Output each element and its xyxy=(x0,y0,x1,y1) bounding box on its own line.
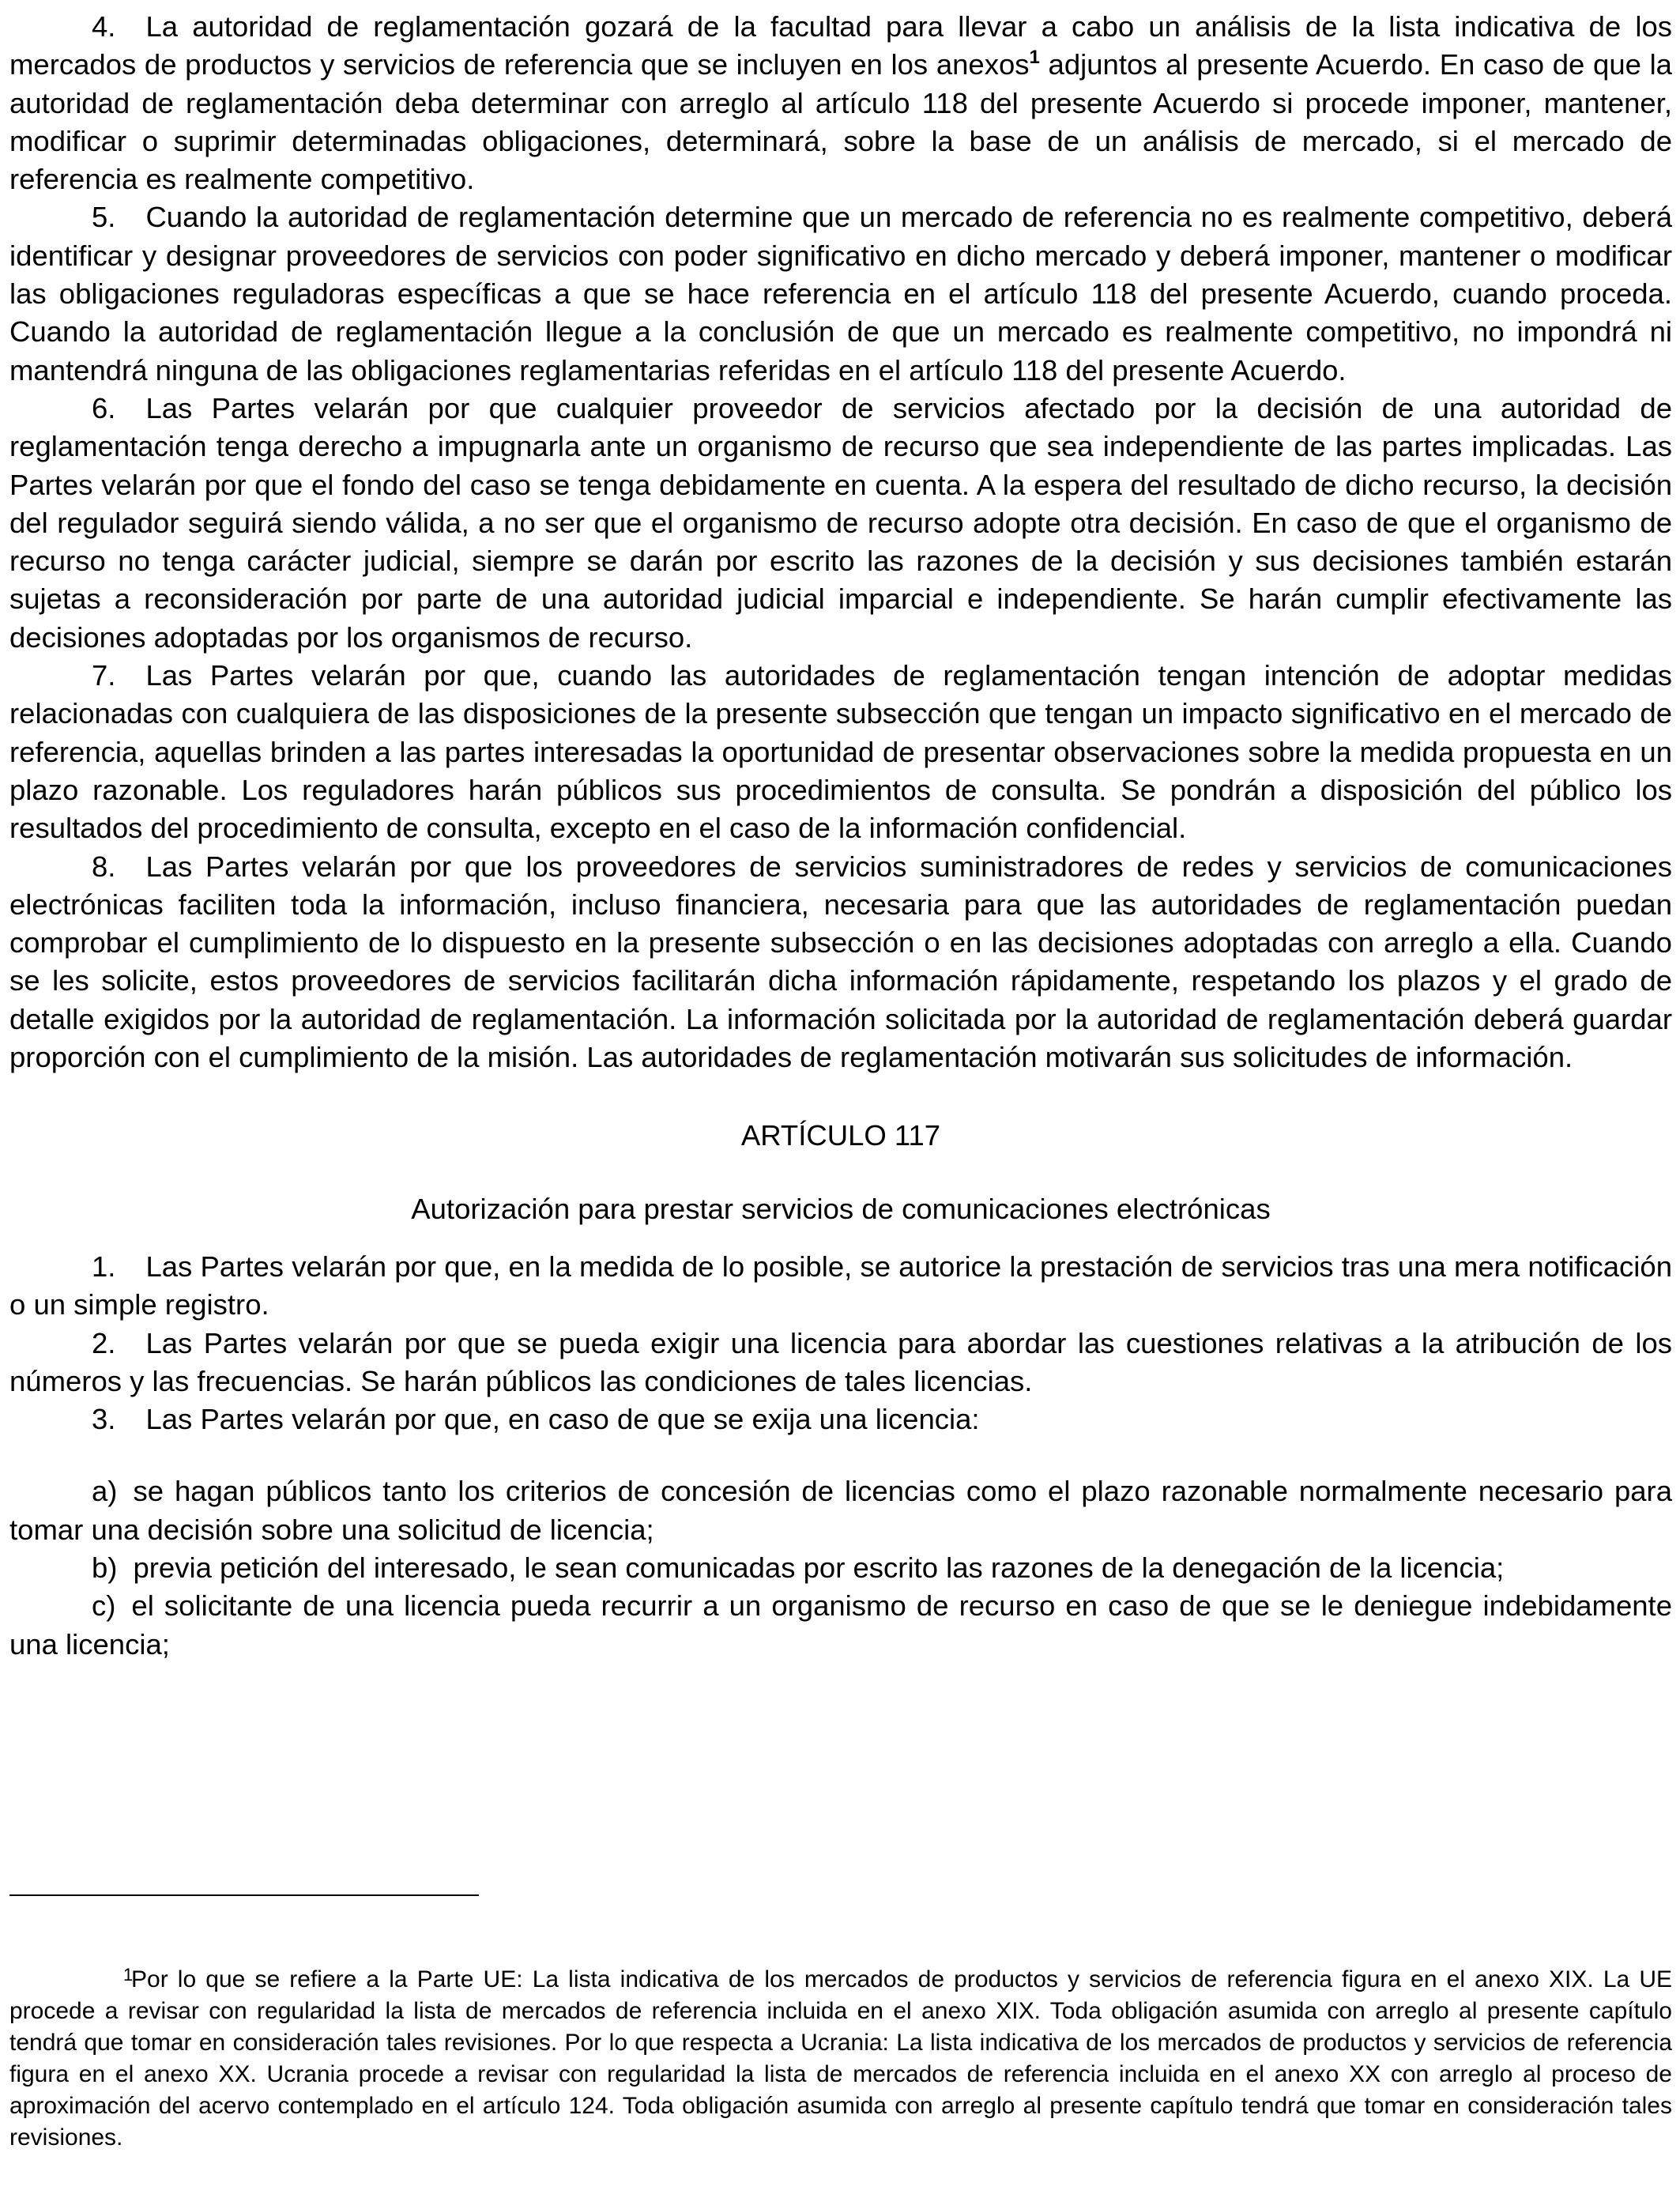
footnotes-section xyxy=(9,1964,1672,2154)
list-item-c xyxy=(9,1587,1672,1664)
item-letter: a) xyxy=(92,1475,118,1508)
footnote-reference[interactable]: 1 xyxy=(1029,47,1040,69)
article-paragraph-1 xyxy=(9,1248,1672,1325)
paragraph-number: 1. xyxy=(92,1250,116,1283)
footnote-1: 1Por lo que se refiere a la Parte UE: La lista indicativa de los mercados de productos y servicios de referencia figura en el anexo XIX. La UE procede a revisar con regularidad la lista de mercados de referencia incluida en el anexo XIX. Toda obligación asumida con arreglo al presente capítulo tendrá que tomar en consideración tales revisiones. Por lo que respecta a Ucrania: La lista indicativa de los mercados de productos y servicios de referencia figura en el anexo XX. Ucrania procede a revisar con regularidad la lista de mercados de referencia incluida en el anexo XX con arreglo al proceso de aproximación del acervo contemplado en el artículo 124. Toda obligación asumida con arreglo al presente capítulo tendrá que tomar en consideración tales revisiones. xyxy=(9,1965,1672,2151)
paragraph-5 xyxy=(9,198,1672,389)
footnote-text: Por lo que se refiere a la Parte UE: La lista indicativa de los mercados de productos y servicios de referencia figura en el anexo XIX. La UE procede a revisar con regularidad la lista de mercados de referencia incluida en el anexo XIX. Toda obligación asumida con arreglo al presente capítulo tendrá que tomar en consideración tales revisiones. Por lo que respecta a Ucrania: La lista indicativa de los mercados de productos y servicios de referencia figura en el anexo XX. Ucrania procede a revisar con regularidad la lista de mercados de referencia incluida en el anexo XX con arreglo al proceso de aproximación del acervo contemplado en el artículo 124. Toda obligación asumida con arreglo al presente capítulo tendrá que tomar en consideración tales revisiones. xyxy=(9,1966,1672,2151)
paragraph-text: Las Partes velarán por que cualquier proveedor de servicios afectado por la decisión de una autoridad de reglamentación tenga derecho a impugnarla ante un organismo de recurso que sea independiente de las partes implicadas. Las Partes velarán por que el fondo del caso se tenga debidamente en cuenta. A la espera del resultado de dicho recurso, la decisión del regulador seguirá siendo válida, a no ser que el organismo de recurso adopte otra decisión. En caso de que el organismo de recurso no tenga carácter judicial, siempre se darán por escrito las razones de la decisión y sus decisiones también estarán sujetas a reconsideración por parte de una autoridad judicial imparcial e independiente. Se harán cumplir efectivamente las decisiones adoptadas por los organismos de recurso. xyxy=(9,391,1672,654)
list-item-b xyxy=(9,1549,1672,1587)
article-paragraph-2 xyxy=(9,1325,1672,1401)
paragraph-number: 7. xyxy=(92,659,116,692)
paragraph-number: 2. xyxy=(92,1326,116,1359)
item-letter: b) xyxy=(92,1551,118,1584)
paragraph-6 xyxy=(9,390,1672,657)
paragraph-text: Cuando la autoridad de reglamentación determine que un mercado de referencia no es realmente competitivo, deberá identificar y designar proveedores de servicios con poder significativo en dicho mercado y deberá imponer, mantener o modificar las obligaciones reguladoras específicas a que se hace referencia en el artículo 118 del presente Acuerdo, cuando proceda. Cuando la autoridad de reglamentación llegue a la conclusión de que un mercado es realmente competitivo, no impondrá ni mantendrá ninguna de las obligaciones reglamentarias referidas en el artículo 118 del presente Acuerdo. xyxy=(9,201,1672,386)
item-text: previa petición del interesado, le sean comunicadas por escrito las razones de la denegación de la licencia; xyxy=(133,1551,1505,1584)
paragraph-number: 8. xyxy=(92,850,116,883)
list-item-a xyxy=(9,1472,1672,1549)
paragraph-text-continued: adjuntos al presente Acuerdo. En caso de que la autoridad de reglamentación deba determinar con arreglo al artículo 118 del presente Acuerdo si procede imponer, mantener, modificar o suprimir determinadas obligaciones, determinará, sobre la base de un análisis de mercado, si el mercado de referencia es realmente competitivo. xyxy=(9,48,1672,196)
paragraph-text: Las Partes velarán por que, en caso de que se exija una licencia: xyxy=(145,1403,980,1436)
paragraph-text: Las Partes velarán por que, cuando las autoridades de reglamentación tengan intención de adoptar medidas relacionadas con cualquiera de las disposiciones de la presente subsección que tengan un impacto significativo en el mercado de referencia, aquellas brinden a las partes interesadas la oportunidad de presentar observaciones sobre la medida propuesta en un plazo razonable. Los reguladores harán públicos sus procedimientos de consulta. Se pondrán a disposición del público los resultados del procedimiento de consulta, excepto en el caso de la información confidencial. xyxy=(9,659,1672,845)
paragraph-text: Las Partes velarán por que se pueda exigir una licencia para abordar las cuestiones relativas a la atribución de los números y las frecuencias. Se harán públicos las condiciones de tales licencias. xyxy=(9,1326,1672,1397)
document-body xyxy=(9,8,1672,1664)
article-title: Autorización para prestar servicios de comunicaciones electrónicas xyxy=(411,1192,1271,1225)
paragraph-text: Las Partes velarán por que los proveedores de servicios suministradores de redes y servicios de comunicaciones electrónicas faciliten toda la información, incluso financiera, necesaria para que las autoridades de reglamentación puedan comprobar el cumplimiento de lo dispuesto en la presente subsección o en las decisiones adoptadas con arreglo a ella. Cuando se les solicite, estos proveedores de servicios facilitarán dicha información rápidamente, respetando los plazos y el grado de detalle exigidos por la autoridad de reglamentación. La información solicitada por la autoridad de reglamentación deberá guardar proporción con el cumplimiento de la misión. Las autoridades de reglamentación motivarán sus solicitudes de información. xyxy=(9,850,1672,1074)
item-text: el solicitante de una licencia pueda recurrir a un organismo de recurso en caso de que se le deniegue indebidamente una licencia; xyxy=(9,1589,1672,1661)
article-heading: ARTÍCULO 117 xyxy=(740,1119,941,1152)
paragraph-number: 3. xyxy=(92,1403,116,1436)
paragraph-number: 4. xyxy=(92,10,116,43)
article-paragraph-3 xyxy=(9,1400,1672,1438)
license-conditions-list xyxy=(9,1472,1672,1663)
paragraph-number: 6. xyxy=(92,391,116,424)
paragraph-text: Las Partes velarán por que, en la medida de lo posible, se autorice la prestación de servicios tras una mera notificación o un simple registro. xyxy=(9,1250,1672,1321)
paragraph-text: La autoridad de reglamentación gozará de la facultad para llevar a cabo un análisis de la lista indicativa de los mercados de productos y servicios de referencia que se incluyen en los anexos xyxy=(9,10,1672,81)
paragraph-4 xyxy=(9,8,1672,198)
paragraph-8 xyxy=(9,848,1672,1077)
item-text: se hagan públicos tanto los criterios de concesión de licencias como el plazo razonable normalmente necesario para tomar una decisión sobre una solicitud de licencia; xyxy=(9,1475,1672,1546)
paragraph-number: 5. xyxy=(92,201,116,234)
footnote-separator xyxy=(9,1894,479,1896)
paragraph-7 xyxy=(9,657,1672,847)
item-letter: c) xyxy=(92,1589,116,1623)
